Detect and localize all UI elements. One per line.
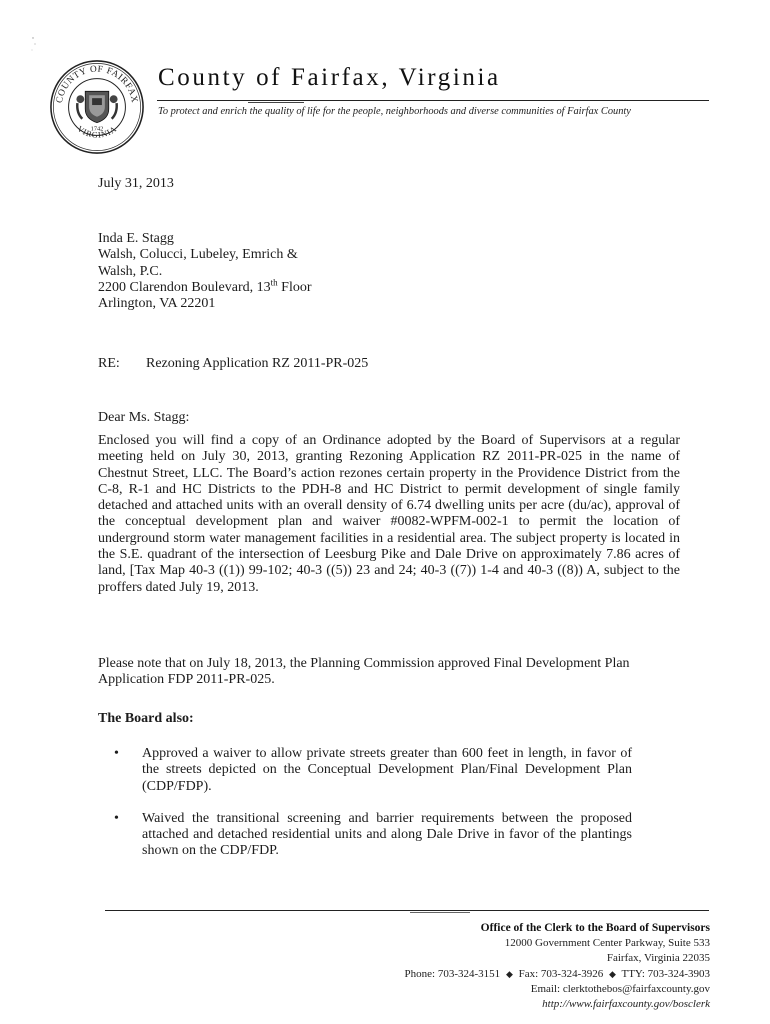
body-paragraph-ordinance: Enclosed you will find a copy of an Ordinance adopted by the Board of Supervisors at a regular meeting held on July 30, 2013, granting Rezoning Application RZ 2011-PR-025 in the name of Chestnut Street, LLC. The Board’s action rezones certain property in the Providence District from the C-8, R-1 and HC Districts to the PDH-8 and HC District to permit development of single family detached and attached units with an overall density of 6.74 dwelling units per acre (du/ac), approval of the conceptual development plan and waiver #0082-WPFM-002-1 to permit the location of underground storm water management facilities in a residential area. The subject property is located in the S.E. quadrant of the intersection of Leesburg Pike and Dale Drive on approximately 7.86 acres of land, [Tax Map 40-3 ((1)) 99-102; 40-3 ((5)) 23 and 24; 40-3 ((7)) 1-4 and 40-3 ((8)) A, subject to the proffers dated July 19, 2013. — [98, 433, 680, 595]
street-prefix: 2200 Clarendon Boulevard, 13 — [98, 279, 271, 295]
seal-top-text: COUNTY OF FAIRFAX — [54, 64, 140, 105]
diamond-icon: ◆ — [609, 968, 616, 979]
body-paragraph-planning-commission: Please note that on July 18, 2013, the Planning Commission approved Final Development Plan Application FDP 2011-PR-025. — [98, 656, 630, 688]
re-label: RE: — [98, 356, 120, 371]
county-seal-icon — [48, 58, 146, 156]
re-subject: Rezoning Application RZ 2011-PR-025 — [146, 356, 369, 371]
header-divider — [157, 100, 709, 101]
list-item — [114, 746, 632, 795]
re-line — [98, 356, 368, 372]
board-also-heading: The Board also: — [98, 711, 194, 726]
office-address-line1: 12000 Government Center Parkway, Suite 533 — [504, 937, 710, 950]
phone-number: Phone: 703-324-3151 — [404, 967, 501, 980]
clerk-office-footer — [405, 921, 710, 1012]
county-tagline: To protect and enrich the quality of life for the people, neighborhoods and diverse communities of Fairfax County — [158, 106, 631, 117]
recipient-firm-line1: Walsh, Colucci, Lubeley, Emrich & — [98, 247, 298, 263]
office-address-line2: Fairfax, Virginia 22035 — [606, 952, 710, 965]
recipient-city: Arlington, VA 22201 — [98, 296, 216, 312]
contact-numbers — [405, 967, 710, 982]
recipient-street — [98, 277, 312, 296]
street-ordinal: th — [270, 277, 278, 288]
board-actions-list — [114, 746, 632, 860]
footer-divider — [105, 910, 709, 911]
board-action-text: Waived the transitional screening and barrier requirements between the proposed attached and detached residential units and along Dale Drive in favor of the plantings shown on the CDP/FDP. — [142, 810, 632, 859]
office-website-link[interactable]: http://www.fairfaxcounty.gov/bosclerk — [542, 998, 710, 1011]
recipient-firm-line2: Walsh, P.C. — [98, 263, 163, 279]
diamond-icon: ◆ — [505, 968, 513, 979]
fax-number: Fax: 703-324-3926 — [518, 967, 604, 980]
recipient-name: Inda E. Stagg — [98, 231, 174, 246]
county-title: County of Fairfax, Virginia — [158, 64, 501, 91]
footer-divider-accent — [410, 912, 470, 913]
list-item — [114, 811, 632, 860]
street-suffix: Floor — [277, 279, 312, 295]
recipient-address-block — [98, 231, 312, 312]
bullet-icon: • — [114, 746, 119, 761]
office-email[interactable]: Email: clerktothebos@fairfaxcounty.gov — [530, 982, 710, 995]
seal-bottom-text: VIRGINIA — [75, 124, 119, 140]
board-action-text: Approved a waiver to allow private streets greater than 600 feet in length, in favor of the streets depicted on the Conceptual Development Plan/Final Development Plan (CDP/FDP). — [142, 746, 632, 794]
salutation: Dear Ms. Stagg: — [98, 410, 190, 425]
office-name: Office of the Clerk to the Board of Supervisors — [480, 922, 710, 934]
header-divider-accent — [248, 102, 304, 103]
tty-number: TTY: 703-324-3903 — [621, 967, 710, 980]
seal-year: 1742 — [90, 125, 104, 133]
scan-specks — [28, 34, 42, 64]
bullet-icon: • — [114, 810, 119, 826]
letter-date: July 31, 2013 — [98, 176, 174, 191]
